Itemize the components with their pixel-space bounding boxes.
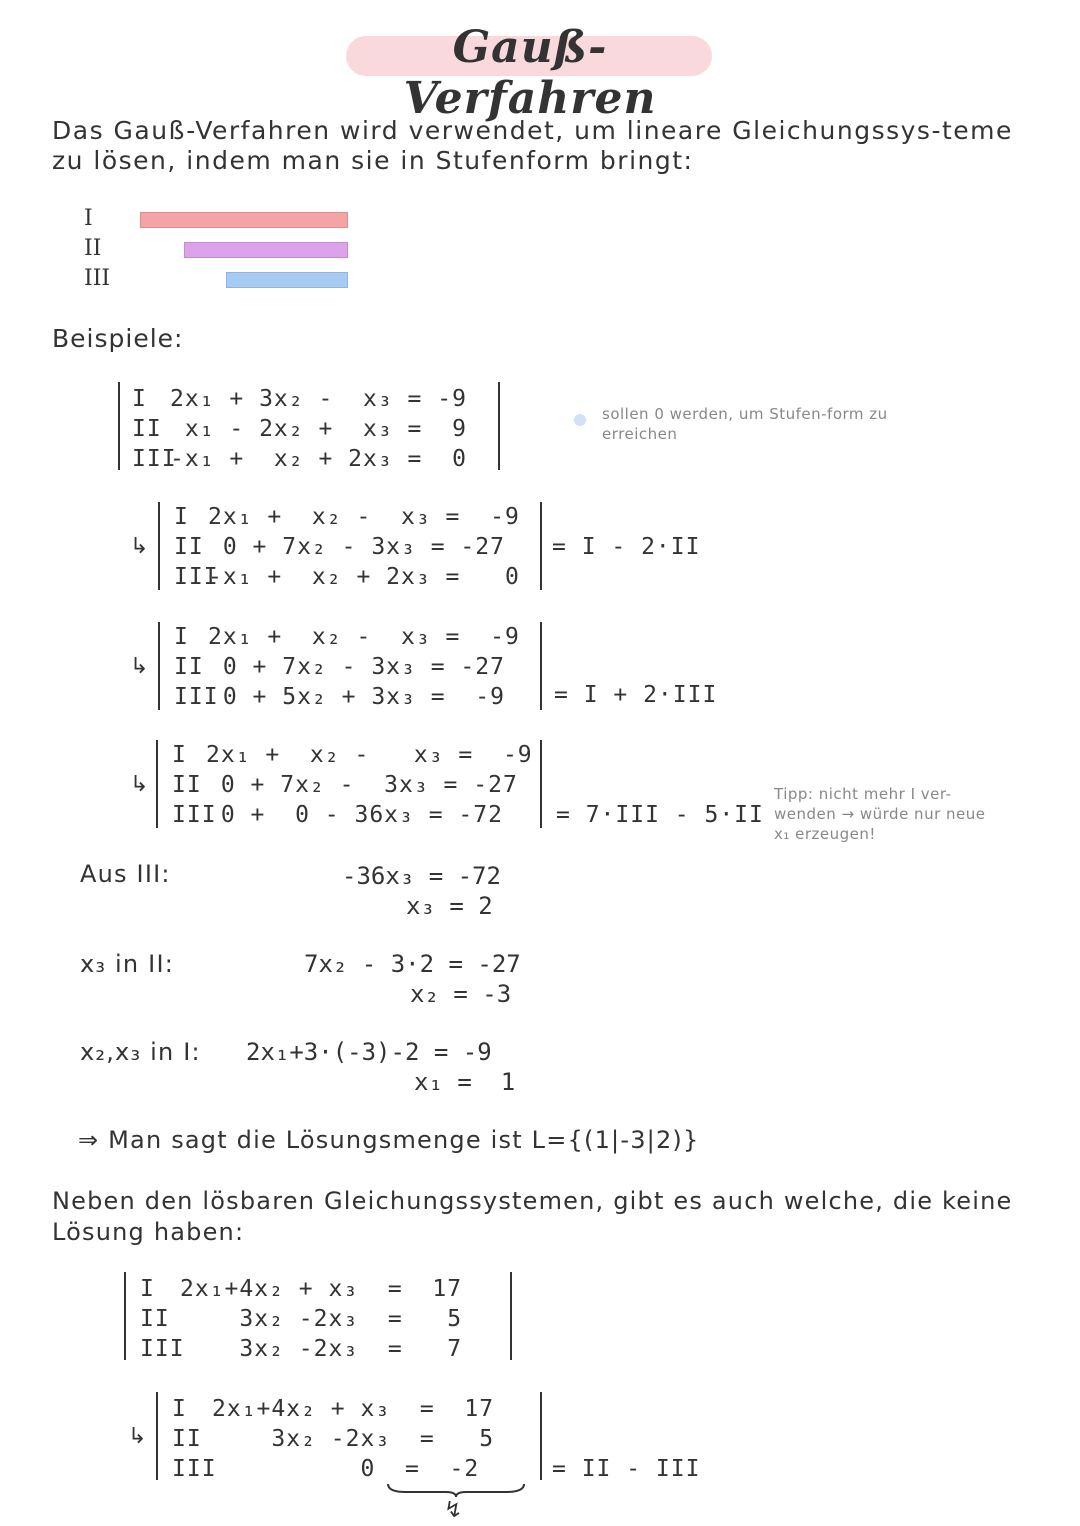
system1-row-label: III xyxy=(132,446,177,472)
diagram-label-3: III xyxy=(84,266,111,291)
system1-left-bracket xyxy=(118,382,120,470)
step3-row-label: II xyxy=(172,772,202,798)
title-block xyxy=(340,22,720,124)
system1-row-eq: x₁ - 2x₂ + x₃ = 9 xyxy=(170,416,467,442)
system2-row-eq: 3x₂ -2x₃ = 7 xyxy=(180,1336,463,1362)
step1-right-bracket xyxy=(540,502,542,590)
step2-row-label: III xyxy=(174,684,219,710)
step-arrow-icon: ↳ xyxy=(130,772,149,797)
step4-row-eq: 2x₁+4x₂ + x₃ = 17 xyxy=(212,1396,495,1422)
x2x3in1-line2: x₁ = 1 xyxy=(414,1068,516,1096)
contradiction-icon: ↯ xyxy=(444,1498,463,1523)
step3-row-eq: 2x₁ + x₂ - x₃ = -9 xyxy=(206,742,533,768)
system1-row-label: I xyxy=(132,386,147,412)
step2-row-eq: 0 + 5x₂ + 3x₃ = -9 xyxy=(208,684,505,710)
x2x3in1-line1: 2x₁+3·(-3)-2 = -9 xyxy=(246,1038,492,1066)
step3-row-label: I xyxy=(172,742,187,768)
step3-row-eq: 0 + 7x₂ - 3x₃ = -27 xyxy=(206,772,518,798)
system2-row-label: II xyxy=(140,1306,170,1332)
step4-row-label: III xyxy=(172,1456,217,1482)
step1-row-eq: 0 + 7x₂ - 3x₃ = -27 xyxy=(208,534,505,560)
system2-row-eq: 2x₁+4x₂ + x₃ = 17 xyxy=(180,1276,463,1302)
no-solution-text: Neben den lösbaren Gleichungssystemen, gibt es auch welche, die keine Lösung haben: xyxy=(52,1187,1013,1246)
step3-tip: Tipp: nicht mehr I ver-wenden → würde nur neue x₁ erzeugen! xyxy=(774,785,986,843)
step3-right-bracket xyxy=(540,740,542,828)
step1-operation: = I - 2·II xyxy=(552,534,701,560)
system1-right-bracket xyxy=(498,382,500,470)
step2-row-eq: 2x₁ + x₂ - x₃ = -9 xyxy=(208,624,520,650)
system2-row-label: III xyxy=(140,1336,185,1362)
step4-row-eq: 3x₂ -2x₃ = 5 xyxy=(212,1426,495,1452)
step4-row-label: I xyxy=(172,1396,187,1422)
system1-row-label: II xyxy=(132,416,162,442)
step3-left-bracket xyxy=(156,740,158,828)
system1-row-eq: 2x₁ + 3x₂ - x₃ = -9 xyxy=(170,386,467,412)
step3-row-label: III xyxy=(172,802,217,828)
step2-left-bracket xyxy=(158,622,160,710)
x3in2-line1: 7x₂ - 3·2 = -27 xyxy=(304,950,521,978)
step1-row-eq: 2x₁ + x₂ - x₃ = -9 xyxy=(208,504,520,530)
step4-right-bracket xyxy=(540,1392,542,1480)
step-arrow-icon: ↳ xyxy=(130,534,149,559)
x3in2-line2: x₂ = -3 xyxy=(410,980,512,1008)
system2-row-eq: 3x₂ -2x₃ = 5 xyxy=(180,1306,463,1332)
step4-operation: = II - III xyxy=(552,1456,701,1482)
step2-right-bracket xyxy=(540,622,542,710)
step2-row-label: I xyxy=(174,624,189,650)
underbrace-icon xyxy=(386,1482,526,1498)
step1-left-bracket xyxy=(158,502,160,590)
x2x3in1-label: x₂,x₃ in I: xyxy=(80,1038,201,1066)
page-title: Gauß-Verfahren xyxy=(403,22,657,124)
system2-right-bracket xyxy=(510,1272,512,1360)
system1-row-eq: -x₁ + x₂ + 2x₃ = 0 xyxy=(170,446,467,472)
step1-row-label: I xyxy=(174,504,189,530)
system1-note: sollen 0 werden, um Stufen-form zu erreichen xyxy=(602,405,888,443)
system2-left-bracket xyxy=(124,1272,126,1360)
diagram-label-2: II xyxy=(84,236,102,261)
step2-row-eq: 0 + 7x₂ - 3x₃ = -27 xyxy=(208,654,505,680)
x3in2-label: x₃ in II: xyxy=(80,950,175,978)
stair-bar-2 xyxy=(184,242,348,258)
step1-row-label: III xyxy=(174,564,219,590)
intro-text: Das Gauß-Verfahren wird verwendet, um lineare Gleichungssys-teme zu lösen, indem man sie in Stufenform bringt: xyxy=(52,116,1013,175)
note-dot xyxy=(574,414,586,426)
step4-left-bracket xyxy=(156,1392,158,1480)
examples-label: Beispiele: xyxy=(52,324,184,353)
step4-row-label: II xyxy=(172,1426,202,1452)
system2-row-label: I xyxy=(140,1276,155,1302)
step2-operation: = I + 2·III xyxy=(554,682,718,708)
step-arrow-icon: ↳ xyxy=(130,654,149,679)
from3-label: Aus III: xyxy=(80,860,171,888)
solution-set: ⇒ Man sagt die Lösungsmenge ist L={(1|-3|2)} xyxy=(78,1126,700,1154)
from3-line2: x₃ = 2 xyxy=(406,892,493,920)
step3-row-eq: 0 + 0 - 36x₃ = -72 xyxy=(206,802,503,828)
stair-bar-1 xyxy=(140,212,348,228)
step3-operation: = 7·III - 5·II xyxy=(556,802,764,828)
step1-row-label: II xyxy=(174,534,204,560)
step-arrow-icon: ↳ xyxy=(128,1424,147,1449)
stair-bar-3 xyxy=(226,272,348,288)
diagram-label-1: I xyxy=(84,206,93,231)
step1-row-eq: -x₁ + x₂ + 2x₃ = 0 xyxy=(208,564,520,590)
from3-line1: -36x₃ = -72 xyxy=(342,862,501,890)
step4-row-eq: 0 = -2 xyxy=(212,1456,480,1482)
step2-row-label: II xyxy=(174,654,204,680)
